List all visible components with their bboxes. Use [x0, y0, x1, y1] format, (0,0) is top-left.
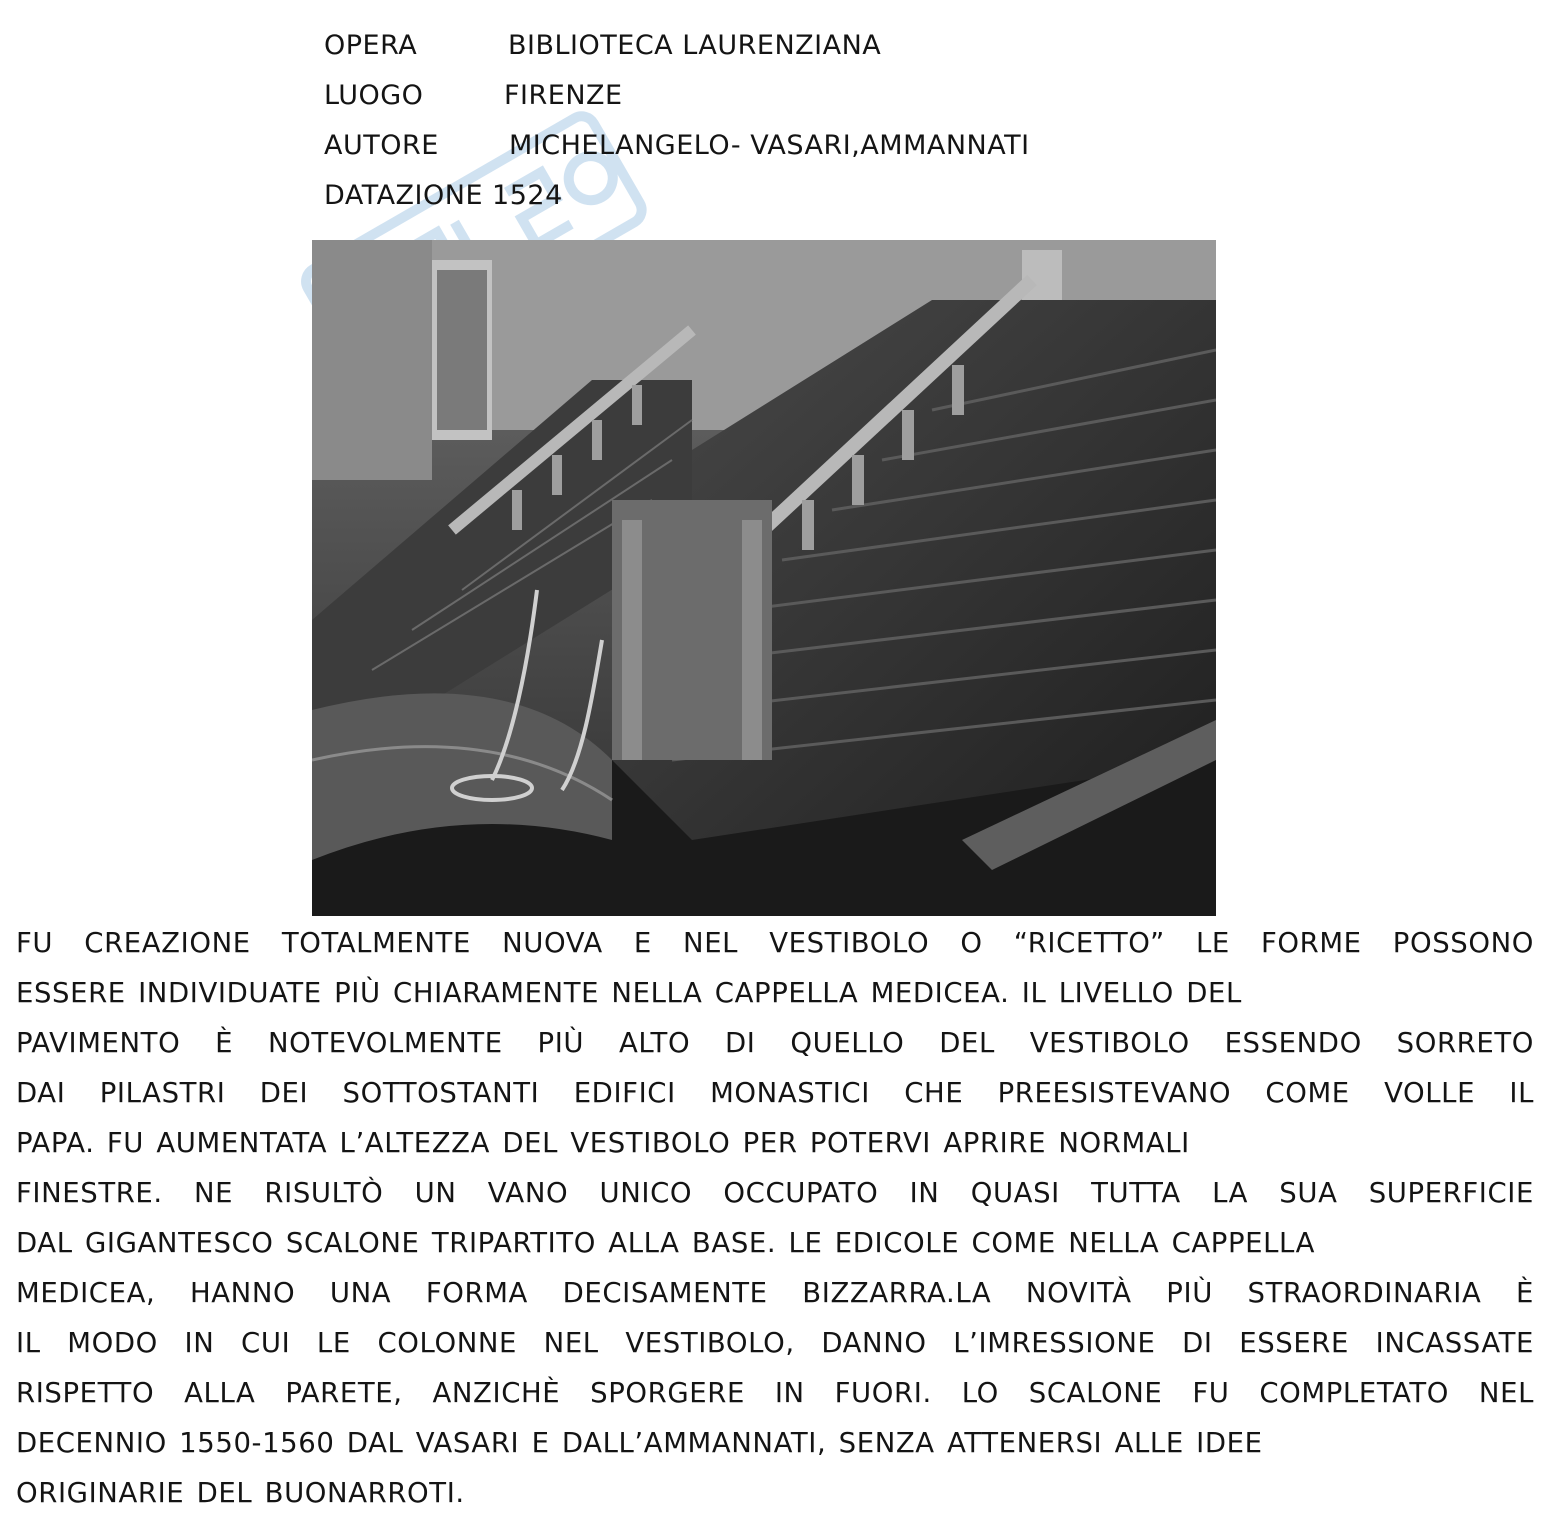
description-line: MEDICEA, HANNO UNA FORMA DECISAMENTE BIZZARRA.LA NOVITÀ PIÙ STRAORDINARIA È — [16, 1277, 1534, 1309]
meta-label-opera: OPERA — [324, 30, 418, 61]
meta-label-datazione: DATAZIONE — [324, 180, 484, 211]
description-line: DAI PILASTRI DEI SOTTOSTANTI EDIFICI MONASTICI CHE PREESISTEVANO COME VOLLE IL — [16, 1077, 1534, 1109]
staircase-photo — [312, 240, 1216, 916]
description-line: RISPETTO ALLA PARETE, ANZICHÈ SPORGERE IN FUORI. LO SCALONE FU COMPLETATO NEL — [16, 1377, 1534, 1409]
meta-row-opera — [324, 26, 1030, 76]
meta-label-autore: AUTORE — [324, 130, 439, 161]
meta-value-datazione: 1524 — [492, 180, 563, 211]
meta-row-autore — [324, 126, 1030, 176]
staircase-illustration — [312, 240, 1216, 916]
description-line: PAPA. FU AUMENTATA L’ALTEZZA DEL VESTIBOLO PER POTERVI APRIRE NORMALI — [16, 1127, 1190, 1159]
meta-label-luogo: LUOGO — [324, 80, 424, 111]
meta-row-luogo — [324, 76, 1030, 126]
meta-value-autore: MICHELANGELO- VASARI,AMMANNATI — [509, 130, 1030, 161]
description-line: PAVIMENTO È NOTEVOLMENTE PIÙ ALTO DI QUELLO DEL VESTIBOLO ESSENDO SORRETO — [16, 1027, 1534, 1059]
meta-row-datazione — [324, 176, 1030, 226]
description-line: DAL GIGANTESCO SCALONE TRIPARTITO ALLA BASE. LE EDICOLE COME NELLA CAPPELLA — [16, 1227, 1316, 1259]
artwork-metadata — [324, 26, 1030, 226]
description-text — [16, 918, 1534, 1518]
meta-value-luogo: FIRENZE — [504, 80, 623, 111]
meta-value-opera: BIBLIOTECA LAURENZIANA — [508, 30, 882, 61]
description-line: DECENNIO 1550-1560 DAL VASARI E DALL’AMMANNATI, SENZA ATTENERSI ALLE IDEE — [16, 1427, 1263, 1459]
description-line: FU CREAZIONE TOTALMENTE NUOVA E NEL VESTIBOLO O “RICETTO” LE FORME POSSONO — [16, 927, 1534, 959]
description-line: FINESTRE. NE RISULTÒ UN VANO UNICO OCCUPATO IN QUASI TUTTA LA SUA SUPERFICIE — [16, 1177, 1534, 1209]
description-line: IL MODO IN CUI LE COLONNE NEL VESTIBOLO, DANNO L’IMRESSIONE DI ESSERE INCASSATE — [16, 1327, 1534, 1359]
description-line: ESSERE INDIVIDUATE PIÙ CHIARAMENTE NELLA CAPPELLA MEDICEA. IL LIVELLO DEL — [16, 977, 1242, 1009]
description-line: ORIGINARIE DEL BUONARROTI. — [16, 1477, 465, 1509]
